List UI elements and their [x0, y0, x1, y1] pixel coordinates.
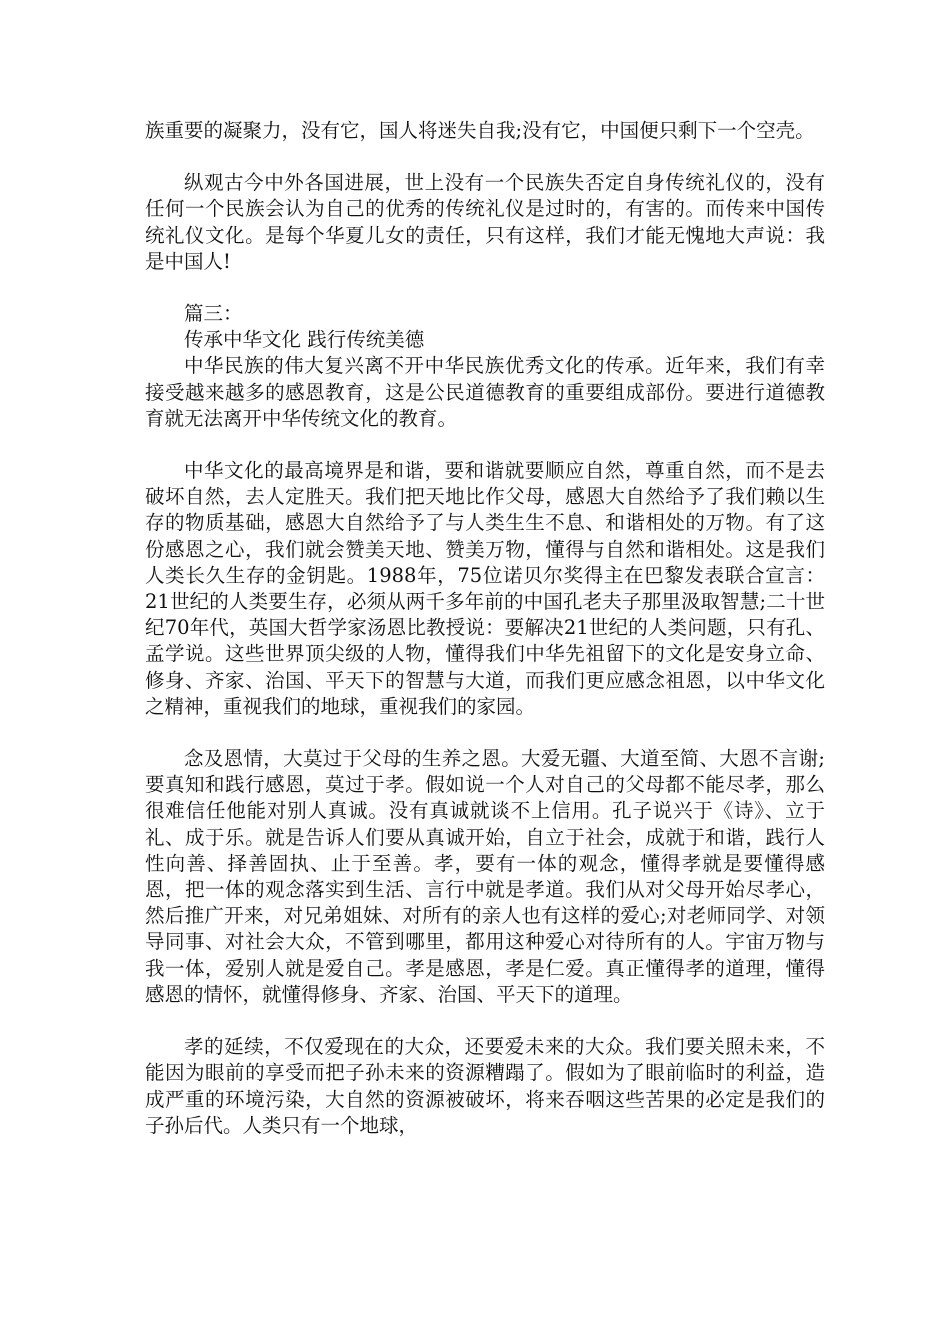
paragraph-filial-piety: 念及恩情，大莫过于父母的生养之恩。大爱无疆、大道至简、大恩不言谢;要真知和践行感恩，莫过于孝。假如说一个人对自己的父母都不能尽孝，那么很难信任他能对别人真诚。没有真诚就谈不上信用。孔子说兴于《诗》、立于礼、成于乐。就是告诉人们要从真诚开始，自立于社会，成就于和谐，践行人性向善、择善固执、止于至善。孝，要有一体的观念，懂得孝就是要懂得感恩，把一体的观念落实到生活、言行中就是孝道。我们从对父母开始尽孝心，然后推广开来，对兄弟姐妹、对所有的亲人也有这样的爱心;对老师同学、对领导同事、对社会大众，不管到哪里，都用这种爱心对待所有的人。宇宙万物与我一体，爱别人就是爱自己。孝是感恩，孝是仁爱。真正懂得孝的道理，懂得感恩的情怀，就懂得修身、齐家、治国、平天下的道理。	[145, 747, 825, 1006]
section-label: 篇三：	[184, 302, 243, 326]
section-title: 传承中华文化 践行传统美德	[184, 328, 425, 352]
paragraph-continuation: 族重要的凝聚力，没有它，国人将迷失自我;没有它，中国便只剩下一个空壳。	[145, 119, 815, 142]
paragraph-etiquette: 纵观古今中外各国进展，世上没有一个民族失否定自身传统礼仪的，没有任何一个民族会认为自己的优秀的传统礼仪是过时的，有害的。而传来中国传统礼仪文化。是每个华夏儿女的责任，只有这样，我们才能无愧地大声说：我是中国人!	[145, 171, 825, 273]
paragraph-future: 孝的延续，不仅爱现在的大众，还要爱未来的大众。我们要关照未来，不能因为眼前的享受而把子孙未来的资源糟蹋了。假如为了眼前临时的利益，造成严重的环境污染，大自然的资源被破坏，将来吞咽这些苦果的必定是我们的子孙后代。人类只有一个地球，	[145, 1035, 825, 1137]
paragraph-harmony: 中华文化的最高境界是和谐，要和谐就要顺应自然，尊重自然，而不是去破坏自然，去人定胜天。我们把天地比作父母，感恩大自然给予了我们赖以生存的物质基础，感恩大自然给予了与人类生生不息、和谐相处的万物。有了这份感恩之心，我们就会赞美天地、赞美万物，懂得与自然和谐相处。这是我们人类长久生存的金钥匙。1988年，75位诺贝尔奖得主在巴黎发表联合宣言：21世纪的人类要生存，必须从两千多年前的中国孔老夫子那里汲取智慧;二十世纪70年代，英国大哲学家汤恩比教授说：要解决21世纪的人类问题，只有孔、孟学说。这些世界顶尖级的人物，懂得我们中华先祖留下的文化是安身立命、修身、齐家、治国、平天下的智慧与大道，而我们更应感念祖恩，以中华文化之精神，重视我们的地球，重视我们的家园。	[145, 459, 825, 718]
paragraph-intro: 中华民族的伟大复兴离不开中华民族优秀文化的传承。近年来，我们有幸接受越来越多的感恩教育，这是公民道德教育的重要组成部份。要进行道德教育就无法离开中华传统文化的教育。	[145, 354, 825, 430]
document-body	[145, 118, 825, 1139]
